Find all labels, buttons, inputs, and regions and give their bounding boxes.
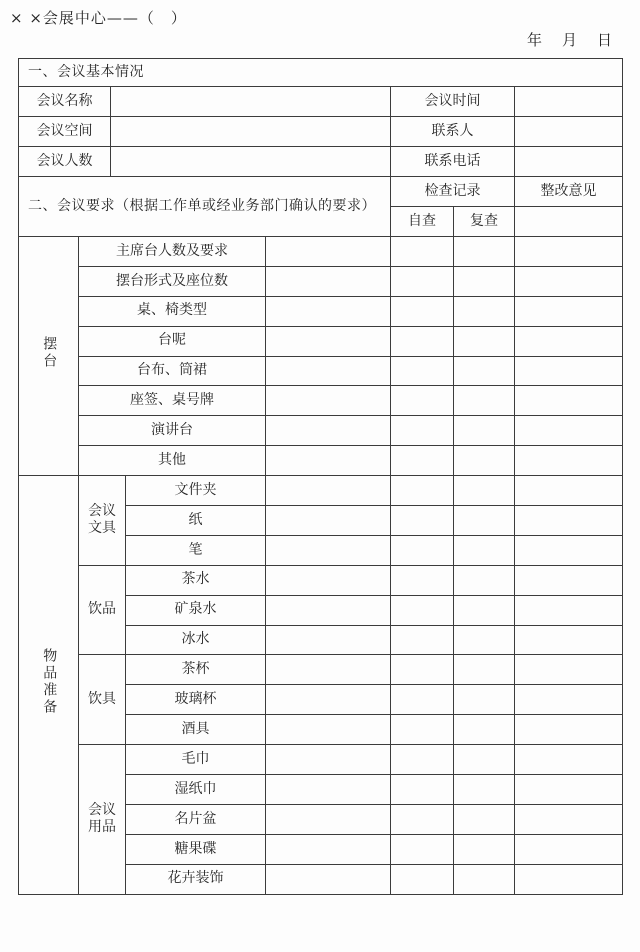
self-check-cell — [391, 715, 454, 745]
self-check-cell — [391, 834, 454, 864]
table-row — [19, 237, 623, 267]
item-label: 湿纸巾 — [126, 775, 266, 805]
item-label: 茶杯 — [126, 655, 266, 685]
value-cell — [266, 326, 391, 356]
rectify-cell — [515, 655, 623, 685]
self-check-cell — [391, 535, 454, 565]
table-row — [19, 326, 623, 356]
rectify-cell — [515, 266, 623, 296]
recheck-cell — [454, 386, 515, 416]
item-label: 台布、筒裙 — [79, 356, 266, 386]
field-label: 会议时间 — [391, 87, 515, 117]
self-check-cell — [391, 625, 454, 655]
item-label: 冰水 — [126, 625, 266, 655]
requirements-header-table — [18, 176, 623, 237]
subgroup-label: 会议用品 — [79, 745, 126, 894]
value-cell — [266, 715, 391, 745]
self-check-cell — [391, 446, 454, 476]
group-label: 物品准备 — [19, 476, 79, 894]
recheck-cell — [454, 416, 515, 446]
rectify-cell — [515, 834, 623, 864]
value-cell — [266, 476, 391, 506]
value-cell — [266, 775, 391, 805]
field-value-cell — [515, 147, 623, 177]
value-cell — [266, 745, 391, 775]
recheck-cell — [454, 685, 515, 715]
subgroup-label: 会议文具 — [79, 476, 126, 566]
self-check-cell — [391, 655, 454, 685]
section2-heading: 二、会议要求（根据工作单或经业务部门确认的要求） — [19, 177, 391, 237]
value-cell — [266, 625, 391, 655]
value-cell — [266, 356, 391, 386]
rectify-cell — [515, 326, 623, 356]
field-value-cell — [515, 117, 623, 147]
field-value-cell — [111, 147, 391, 177]
table-row — [19, 386, 623, 416]
item-label: 座签、桌号牌 — [79, 386, 266, 416]
table-row — [19, 655, 623, 685]
value-cell — [266, 804, 391, 834]
recheck-cell — [454, 625, 515, 655]
table-row — [19, 356, 623, 386]
self-check-cell — [391, 237, 454, 267]
field-label: 联系人 — [391, 117, 515, 147]
self-check-cell — [391, 506, 454, 536]
recheck-cell — [454, 595, 515, 625]
recheck-cell — [454, 655, 515, 685]
self-check-cell — [391, 685, 454, 715]
field-label: 会议人数 — [19, 147, 111, 177]
item-label: 玻璃杯 — [126, 685, 266, 715]
date-day-label: 日 — [596, 31, 612, 49]
rectify-cell — [515, 476, 623, 506]
value-cell — [266, 506, 391, 536]
item-label: 毛巾 — [126, 745, 266, 775]
field-value-cell — [515, 87, 623, 117]
self-check-cell — [391, 775, 454, 805]
table-row — [19, 59, 623, 87]
date-month-label: 月 — [561, 31, 577, 49]
checklist-table — [18, 236, 623, 895]
item-label: 文件夹 — [126, 476, 266, 506]
rectify-cell — [515, 625, 623, 655]
date-year-label: 年 — [526, 31, 542, 49]
rectify-cell — [515, 356, 623, 386]
self-check-cell — [391, 326, 454, 356]
value-cell — [266, 296, 391, 326]
item-label: 笔 — [126, 535, 266, 565]
self-check-cell — [391, 864, 454, 894]
table-row — [19, 296, 623, 326]
value-cell — [266, 655, 391, 685]
recheck-cell — [454, 237, 515, 267]
item-label: 名片盆 — [126, 804, 266, 834]
self-check-cell — [391, 266, 454, 296]
recheck-cell — [454, 745, 515, 775]
table-row — [19, 416, 623, 446]
value-cell — [266, 237, 391, 267]
self-check-cell — [391, 386, 454, 416]
recheck-cell — [454, 565, 515, 595]
field-label: 联系电话 — [391, 147, 515, 177]
table-row — [19, 565, 623, 595]
table-row — [19, 266, 623, 296]
rectify-cell — [515, 207, 623, 237]
value-cell — [266, 565, 391, 595]
rectify-cell — [515, 804, 623, 834]
item-label: 花卉装饰 — [126, 864, 266, 894]
doc-title: × ×会展中心——（ ） — [10, 9, 187, 27]
self-check-cell — [391, 565, 454, 595]
item-label: 主席台人数及要求 — [79, 237, 266, 267]
table-row — [19, 745, 623, 775]
rectify-cell — [515, 745, 623, 775]
field-value-cell — [111, 117, 391, 147]
section1-heading: 一、会议基本情况 — [19, 59, 623, 87]
date-line — [527, 29, 612, 50]
value-cell — [266, 595, 391, 625]
value-cell — [266, 266, 391, 296]
rectify-cell — [515, 386, 623, 416]
recheck-cell — [454, 356, 515, 386]
table-row — [19, 87, 623, 117]
item-label: 桌、椅类型 — [79, 296, 266, 326]
recheck-cell — [454, 296, 515, 326]
value-cell — [266, 834, 391, 864]
basic-info-table — [18, 58, 623, 177]
item-label: 纸 — [126, 506, 266, 536]
rectify-header: 整改意见 — [515, 177, 623, 207]
self-check-cell — [391, 595, 454, 625]
recheck-cell — [454, 476, 515, 506]
item-label: 酒具 — [126, 715, 266, 745]
item-label: 糖果碟 — [126, 834, 266, 864]
self-check-cell — [391, 356, 454, 386]
subgroup-label: 饮具 — [79, 655, 126, 745]
rectify-cell — [515, 416, 623, 446]
rectify-cell — [515, 715, 623, 745]
rectify-cell — [515, 535, 623, 565]
self-check-cell — [391, 296, 454, 326]
meeting-form — [18, 58, 622, 895]
item-label: 摆台形式及座位数 — [79, 266, 266, 296]
recheck-cell — [454, 446, 515, 476]
field-label: 会议名称 — [19, 87, 111, 117]
recheck-cell — [454, 326, 515, 356]
rectify-cell — [515, 775, 623, 805]
recheck-cell — [454, 864, 515, 894]
table-row — [19, 446, 623, 476]
item-label: 矿泉水 — [126, 595, 266, 625]
rectify-cell — [515, 864, 623, 894]
table-row — [19, 476, 623, 506]
item-label: 其他 — [79, 446, 266, 476]
self-check-cell — [391, 416, 454, 446]
value-cell — [266, 416, 391, 446]
item-label: 演讲台 — [79, 416, 266, 446]
item-label: 茶水 — [126, 565, 266, 595]
recheck-cell — [454, 266, 515, 296]
self-check-cell — [391, 476, 454, 506]
rectify-cell — [515, 446, 623, 476]
table-row — [19, 117, 623, 147]
recheck-cell — [454, 834, 515, 864]
self-check-cell — [391, 804, 454, 834]
field-label: 会议空间 — [19, 117, 111, 147]
value-cell — [266, 386, 391, 416]
recheck-cell — [454, 535, 515, 565]
recheck-cell — [454, 775, 515, 805]
value-cell — [266, 864, 391, 894]
rectify-cell — [515, 296, 623, 326]
item-label: 台呢 — [79, 326, 266, 356]
self-check-header: 自查 — [391, 207, 454, 237]
table-row — [19, 177, 623, 207]
value-cell — [266, 535, 391, 565]
group-label: 摆台 — [19, 237, 79, 476]
rectify-cell — [515, 565, 623, 595]
value-cell — [266, 446, 391, 476]
rectify-cell — [515, 595, 623, 625]
rectify-cell — [515, 506, 623, 536]
recheck-cell — [454, 715, 515, 745]
check-record-header: 检查记录 — [391, 177, 515, 207]
self-check-cell — [391, 745, 454, 775]
table-row — [19, 147, 623, 177]
recheck-header: 复查 — [454, 207, 515, 237]
rectify-cell — [515, 685, 623, 715]
recheck-cell — [454, 804, 515, 834]
recheck-cell — [454, 506, 515, 536]
value-cell — [266, 685, 391, 715]
field-value-cell — [111, 87, 391, 117]
rectify-cell — [515, 237, 623, 267]
subgroup-label: 饮品 — [79, 565, 126, 655]
